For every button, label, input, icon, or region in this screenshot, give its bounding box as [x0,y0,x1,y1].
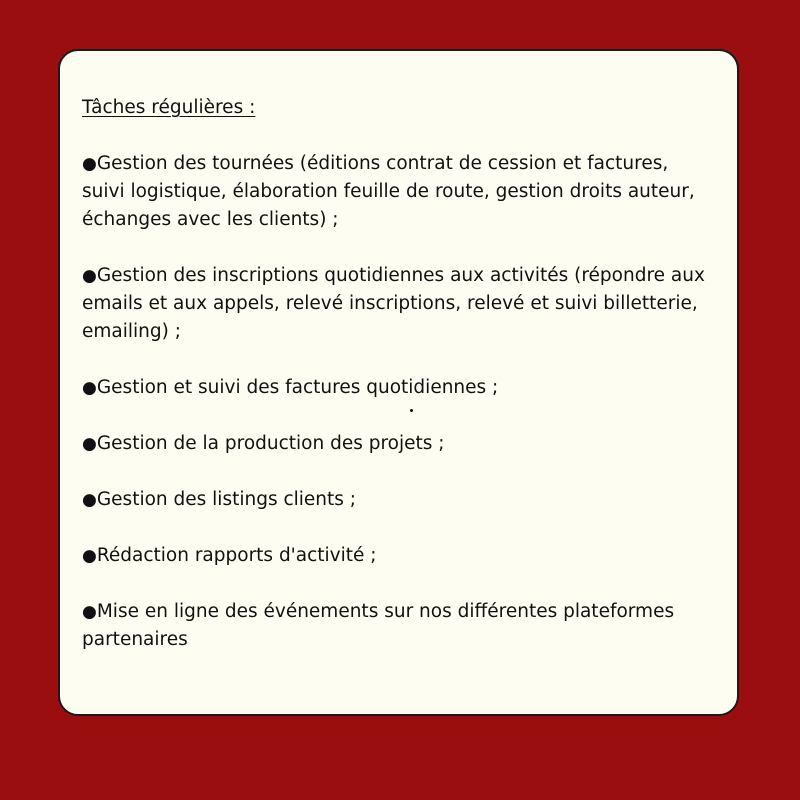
task-text: Gestion et suivi des factures quotidiennes ; [96,377,499,398]
task-item [82,374,712,402]
task-text: Gestion des inscriptions quotidiennes aux activités (répondre aux emails et aux appels, relevé inscriptions, relevé et suivi billetterie, emailing) ; [82,265,705,342]
task-item [82,430,712,458]
card-content [82,94,712,682]
task-text: Gestion des tournées (éditions contrat de cession et factures, suivi logistique, élaboration feuille de route, gestion droits auteur, échanges avec les clients) ; [82,153,695,230]
task-text: Gestion des listings clients ; [96,489,357,510]
task-item [82,598,712,654]
bullet-icon: ● [82,154,97,174]
task-item [82,542,712,570]
task-text: Mise en ligne des événements sur nos différentes plateformes partenaires [82,601,675,650]
task-item [82,262,712,346]
stray-dot-mark [410,409,413,412]
task-text: Rédaction rapports d'activité ; [96,545,377,566]
task-card [58,49,739,716]
task-text: Gestion de la production des projets ; [96,433,445,454]
tasks-heading: Tâches régulières : [82,97,256,118]
bullet-icon: ● [82,602,97,622]
bullet-icon: ● [82,266,97,286]
task-list [82,150,712,654]
bullet-icon: ● [82,546,97,566]
bullet-icon: ● [82,490,97,510]
task-item [82,486,712,514]
bullet-icon: ● [82,378,97,398]
task-item [82,150,712,234]
bullet-icon: ● [82,434,97,454]
